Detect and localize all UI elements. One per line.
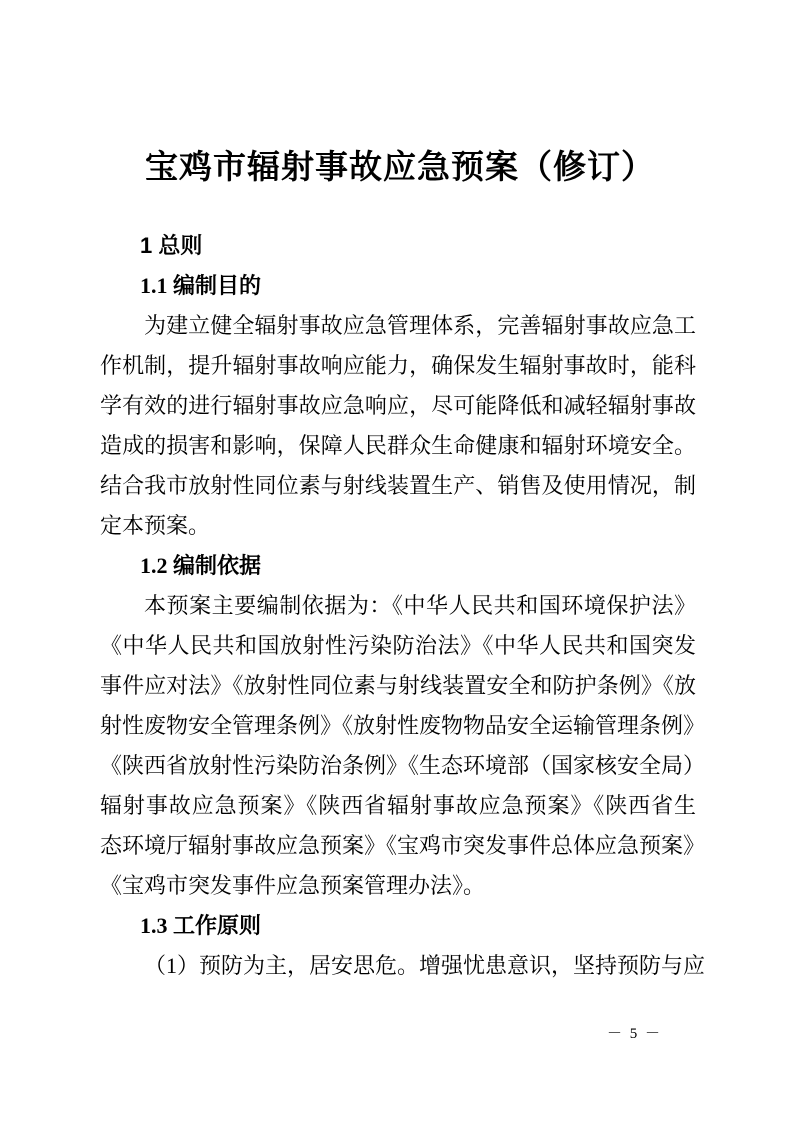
heading-1-3-working-principles: 1.3 工作原则 [140,913,262,938]
body-line: 态环境厅辐射事故应急预案》《宝鸡市突发事件总体应急预案》 [100,833,706,858]
body-line: 射性废物安全管理条例》《放射性废物物品安全运输管理条例》 [100,713,706,738]
body-line: 事件应对法》《放射性同位素与射线装置安全和防护条例》《放 [100,673,696,698]
body-line: 《陕西省放射性污染防治条例》《生态环境部（国家核安全局） [100,753,706,778]
body-line: 为建立健全辐射事故应急管理体系，完善辐射事故应急工 [144,313,696,338]
page-number: － 5 － [606,1026,662,1042]
heading-1-1-compilation-purpose: 1.1 编制目的 [140,273,262,298]
body-line: 定本预案。 [100,513,211,538]
heading-1-general-provisions: 1 总则 [140,233,203,258]
body-line: 《中华人民共和国放射性污染防治法》《中华人民共和国突发 [100,633,696,658]
body-line: （1）预防为主，居安思危。增强忧患意识，坚持预防与应 [144,953,706,978]
document-title: 宝鸡市辐射事故应急预案（修订） [145,150,655,186]
document-body [100,226,706,986]
body-line: 辐射事故应急预案》《陕西省辐射事故应急预案》《陕西省生 [100,793,696,818]
body-line: 造成的损害和影响，保障人民群众生命健康和辐射环境安全。 [100,433,696,458]
body-line: 《宝鸡市突发事件应急预案管理办法》。 [100,873,486,898]
body-line: 本预案主要编制依据为：《中华人民共和国环境保护法》 [144,593,696,618]
body-line: 学有效的进行辐射事故应急响应，尽可能降低和减轻辐射事故 [100,393,696,418]
heading-1-2-compilation-basis: 1.2 编制依据 [140,553,262,578]
body-line: 作机制，提升辐射事故响应能力，确保发生辐射事故时，能科 [100,353,696,378]
body-line: 结合我市放射性同位素与射线装置生产、销售及使用情况，制 [100,473,696,498]
